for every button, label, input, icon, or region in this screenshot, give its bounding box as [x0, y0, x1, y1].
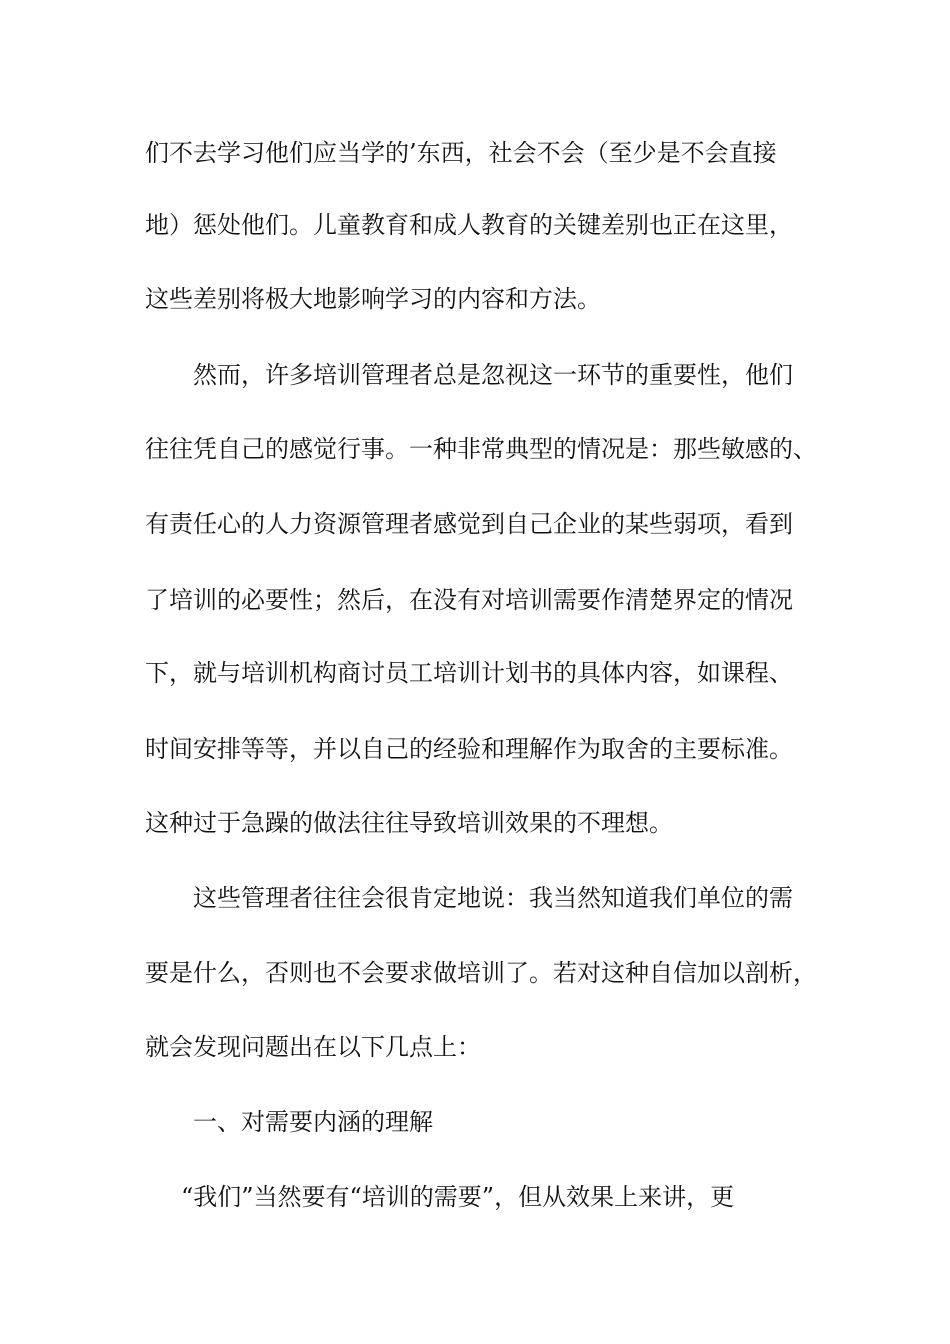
text-line: 时间安排等等，并以自己的经验和理解作为取舍的主要标准。 [145, 735, 793, 763]
text-line: 地）惩处他们。儿童教育和成人教育的关键差别也正在这里， [145, 211, 793, 239]
text-line: 要是什么，否则也不会要求做培训了。若对这种自信加以剖析， [145, 959, 817, 987]
text-line: 们不去学习他们应当学的’东西，社会不会（至少是不会直接 [145, 139, 777, 167]
paragraph-first-line: “我们”当然要有“培训的需要”，但从效果上来讲，更 [181, 1183, 735, 1211]
text-line: 下，就与培训机构商讨员工培训计划书的具体内容，如课程、 [145, 659, 793, 687]
paragraph-first-line: 这些管理者往往会很肯定地说：我当然知道我们单位的需 [193, 884, 793, 912]
text-line: 有责任心的人力资源管理者感觉到自己企业的某些弱项，看到 [145, 510, 793, 538]
text-line: 了培训的必要性；然后，在没有对培训需要作清楚界定的情况 [145, 586, 793, 614]
section-heading: 一、对需要内涵的理解 [193, 1108, 433, 1136]
paragraph-first-line: 然而，许多培训管理者总是忽视这一环节的重要性，他们 [193, 361, 793, 389]
text-line: 就会发现问题出在以下几点上： [145, 1033, 481, 1061]
text-line: 这些差别将极大地影响学习的内容和方法。 [145, 285, 601, 313]
text-line: 往往凭自己的感觉行事。一种非常典型的情况是：那些敏感的、 [145, 435, 817, 463]
text-line: 这种过于急躁的做法往往导致培训效果的不理想。 [145, 809, 673, 837]
